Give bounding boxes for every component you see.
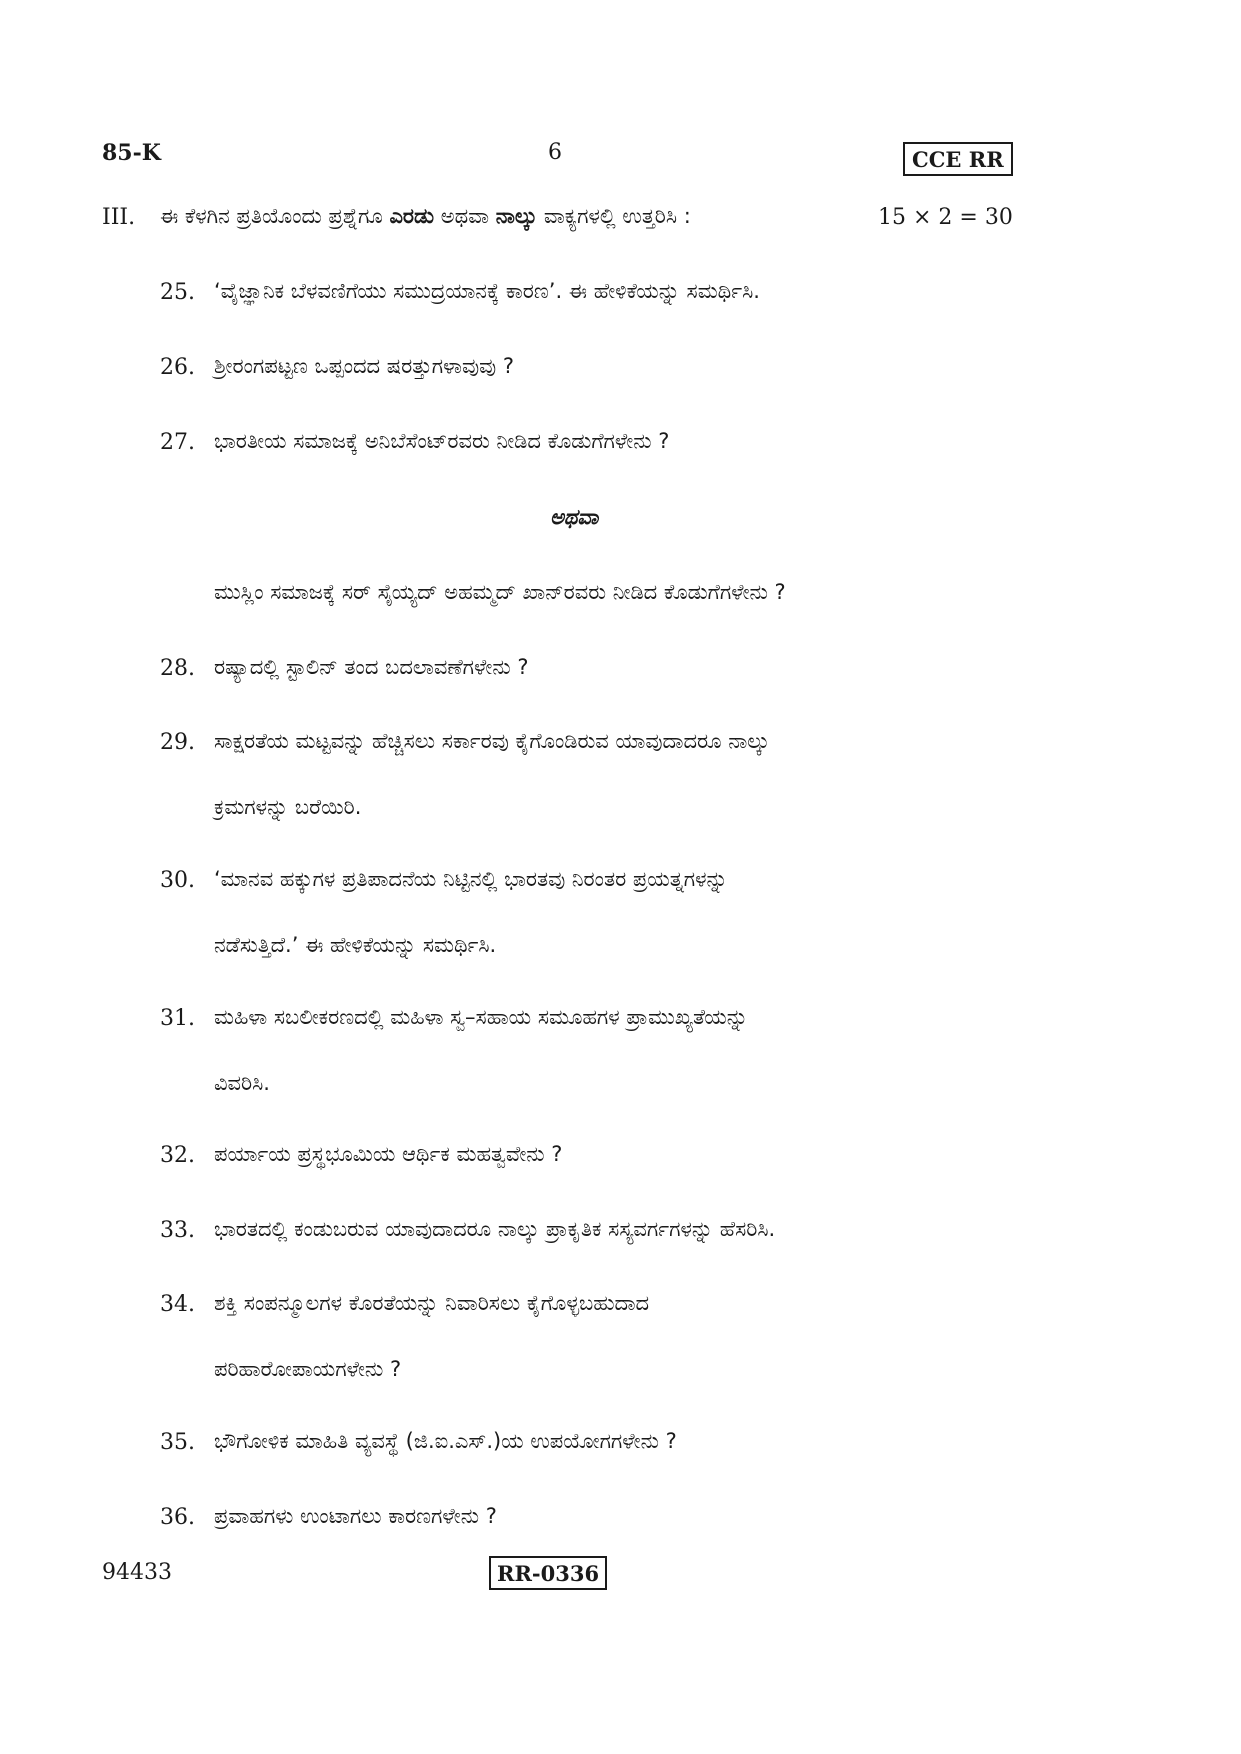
- question-text: ಭಾರತೀಯ ಸಮಾಜಕ್ಕೆ ಅನಿಬೆಸೆಂಟ್‌ರವರು ನೀಡಿದ ಕೊಡುಗೆಗಳೇನು ?: [214, 429, 670, 453]
- code-box: RR-0336: [489, 1556, 607, 1590]
- question-number: 26.: [160, 355, 195, 380]
- instruction-part1: ಈ ಕೆಳಗಿನ ಪ್ರತಿಯೊಂದು ಪ್ರಶ್ನೆಗೂ: [160, 204, 383, 228]
- question-number: 35.: [160, 1430, 195, 1455]
- question-text-continued: ಕ್ರಮಗಳನ್ನು ಬರೆಯಿರಿ.: [214, 795, 362, 819]
- question-text: ಪರ್ಯಾಯ ಪ್ರಸ್ಥಭೂಮಿಯ ಆರ್ಥಿಕ ಮಹತ್ವವೇನು ?: [214, 1142, 563, 1166]
- section-number: III.: [102, 205, 136, 230]
- question-number: 34.: [160, 1292, 195, 1317]
- instruction-bold2: ನಾಲ್ಕು: [495, 204, 538, 228]
- instruction-bold1: ಎರಡು: [389, 204, 435, 228]
- question-text-alternative: ಮುಸ್ಲಿಂ ಸಮಾಜಕ್ಕೆ ಸರ್ ಸೈಯ್ಯದ್ ಅಹಮ್ಮದ್ ಖಾನ್‌ರವರು ನೀಡಿದ ಕೊಡುಗೆಗಳೇನು ?: [214, 580, 786, 604]
- section-instruction: [160, 204, 691, 229]
- question-number: 30.: [160, 868, 195, 893]
- question-number: 32.: [160, 1143, 195, 1168]
- question-number: 27.: [160, 430, 195, 455]
- series-box: CCE RR: [903, 142, 1013, 176]
- question-text: ಭಾರತದಲ್ಲಿ ಕಂಡುಬರುವ ಯಾವುದಾದರೂ ನಾಲ್ಕು ಪ್ರಾಕೃತಿಕ ಸಸ್ಯವರ್ಗಗಳನ್ನು ಹೆಸರಿಸಿ.: [214, 1217, 776, 1241]
- document-number: 94433: [102, 1560, 172, 1585]
- question-text: ರಷ್ಯಾದಲ್ಲಿ ಸ್ಟಾಲಿನ್ ತಂದ ಬದಲಾವಣೆಗಳೇನು ?: [214, 655, 529, 679]
- question-text: ಸಾಕ್ಷರತೆಯ ಮಟ್ಟವನ್ನು ಹೆಚ್ಚಿಸಲು ಸರ್ಕಾರವು ಕೈಗೊಂಡಿರುವ ಯಾವುದಾದರೂ ನಾಲ್ಕು: [214, 729, 770, 753]
- question-number: 33.: [160, 1218, 195, 1243]
- question-text: ‘ವೈಜ್ಞಾನಿಕ ಬೆಳವಣಿಗೆಯು ಸಮುದ್ರಯಾನಕ್ಕೆ ಕಾರಣ’. ಈ ಹೇಳಿಕೆಯನ್ನು ಸಮರ್ಥಿಸಿ.: [214, 279, 760, 303]
- paper-code: 85-K: [102, 140, 161, 166]
- question-text-continued: ಪರಿಹಾರೋಪಾಯಗಳೇನು ?: [214, 1357, 402, 1381]
- question-number: 25.: [160, 280, 195, 305]
- or-label: ಅಥವಾ: [550, 505, 599, 529]
- question-text: ‘ಮಾನವ ಹಕ್ಕುಗಳ ಪ್ರತಿಪಾದನೆಯ ನಿಟ್ಟಿನಲ್ಲಿ ಭಾರತವು ನಿರಂತರ ಪ್ರಯತ್ನಗಳನ್ನು: [214, 867, 728, 891]
- question-number: 29.: [160, 730, 195, 755]
- question-number: 28.: [160, 656, 195, 681]
- instruction-part2: ಅಥವಾ: [440, 204, 490, 228]
- question-text: ಭೌಗೋಳಿಕ ಮಾಹಿತಿ ವ್ಯವಸ್ಥೆ (ಜಿ.ಐ.ಎಸ್.)ಯ ಉಪಯೋಗಗಳೇನು ?: [214, 1429, 677, 1453]
- section-marks: 15 × 2 = 30: [878, 205, 1013, 230]
- instruction-part3: ವಾಕ್ಯಗಳಲ್ಲಿ ಉತ್ತರಿಸಿ :: [543, 204, 691, 228]
- question-number: 31.: [160, 1006, 195, 1031]
- question-text-continued: ವಿವರಿಸಿ.: [214, 1071, 270, 1095]
- question-text: ಪ್ರವಾಹಗಳು ಉಂಟಾಗಲು ಕಾರಣಗಳೇನು ?: [214, 1504, 497, 1528]
- page-number: 6: [548, 140, 562, 165]
- question-text: ಶಕ್ತಿ ಸಂಪನ್ಮೂಲಗಳ ಕೊರತೆಯನ್ನು ನಿವಾರಿಸಲು ಕೈಗೊಳ್ಳಬಹುದಾದ: [214, 1291, 650, 1315]
- question-text: ಮಹಿಳಾ ಸಬಲೀಕರಣದಲ್ಲಿ ಮಹಿಳಾ ಸ್ವ–ಸಹಾಯ ಸಮೂಹಗಳ ಪ್ರಾಮುಖ್ಯತೆಯನ್ನು: [214, 1005, 748, 1029]
- question-text-continued: ನಡೆಸುತ್ತಿದೆ.’ ಈ ಹೇಳಿಕೆಯನ್ನು ಸಮರ್ಥಿಸಿ.: [214, 933, 497, 957]
- question-text: ಶ್ರೀರಂಗಪಟ್ಟಣ ಒಪ್ಪಂದದ ಷರತ್ತುಗಳಾವುವು ?: [214, 354, 515, 378]
- question-number: 36.: [160, 1505, 195, 1530]
